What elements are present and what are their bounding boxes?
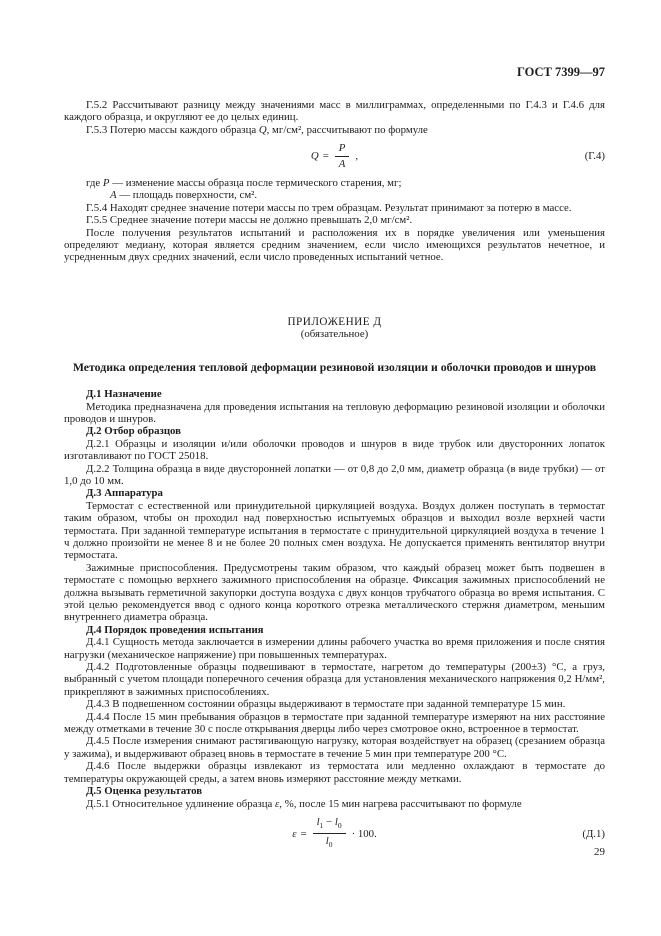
where-definition-p	[64, 177, 605, 189]
heading-d4: Д.4 Порядок проведения испытания	[86, 623, 264, 636]
heading-d1: Д.1 Назначение	[86, 388, 162, 401]
variable-a: А	[110, 189, 117, 202]
formula-g4-denominator: A	[338, 157, 346, 170]
heading-d5: Д.5 Оценка результатов	[86, 785, 203, 798]
heading-d3: Д.3 Аппаратура	[86, 487, 163, 500]
paragraph-g53-post: , мг/см², рассчитывают по формуле	[266, 123, 428, 136]
formula-g4-body	[311, 142, 358, 170]
formula-d1-denominator	[313, 834, 346, 852]
paragraph-d45: Д.4.5 После измерения снимают растягивающую нагрузку, которая воздействует на образец (срезанием образца у зажима), и выдерживают образец вновь в термостате в течение 5 мин при температуре 200 °С.	[64, 735, 605, 760]
formula-d1-body	[292, 816, 377, 852]
formula-g4-label: (Г.4)	[584, 149, 605, 162]
paragraph-d3-thermostat: Термостат с естественной или принудительной циркуляцией воздуха. Воздух должен поступать в термостат таким образом, чтобы он проходил над поверхностью испытуемых образцов и выходил возле верхней части термостата. При заданной температуре испытания в термостате с принудительной циркуляцией воздуха в течение 1 ч должно произойти не менее 8 и не более 20 полных смен воздуха. Не допускается применять вентилятор внутри термостата.	[64, 499, 605, 562]
appendix-heading: ПРИЛОЖЕНИЕ Д	[287, 315, 382, 328]
variable-q: Q	[258, 123, 267, 136]
formula-d1-sub0: 0	[337, 821, 342, 831]
formula-d1-sub1: 1	[319, 821, 324, 831]
formula-d1-den-sub: 0	[328, 840, 333, 850]
formula-d1	[64, 816, 605, 852]
doc-number: ГОСТ 7399—97	[516, 65, 605, 79]
paragraph-g54: Г.5.4 Находят среднее значение потери массы по трем образцам. Результат принимают за потерю в массе.	[86, 201, 572, 214]
formula-d1-lhs: ε	[292, 827, 297, 840]
paragraph-d42: Д.4.2 Подготовленные образцы подвешивают в термостате, нагретом до температуры (200±3) °С, а груз, выбранный с учетом площади поперечного сечения образца для установления механического напряжения 0,2 Н/мм², прикрепляют в зажимных приспособлениях.	[64, 661, 605, 698]
paragraph-d22: Д.2.2 Толщина образца в виде двусторонней лопатки — от 0,8 до 2,0 мм, диаметр образца (в виде трубки) — от 1,0 до 10 мм.	[64, 462, 605, 487]
paragraph-d51	[64, 798, 605, 810]
formula-d1-equals: =	[300, 827, 307, 840]
paragraph-d1: Методика предназначена для проведения испытания на тепловую деформацию резиновой изоляции и оболочки проводов и шнуров.	[64, 400, 605, 425]
paragraph-d46: Д.4.6 После выдержки образцы извлекают из термостата или медленно охлаждают в термостате до температуры окружающей среды, а затем вновь измеряют расстояние между метками.	[64, 760, 605, 785]
variable-p: Р	[102, 177, 110, 190]
formula-g4-lhs: Q	[310, 149, 319, 162]
appendix-subheading: (обязательное)	[300, 328, 369, 341]
formula-d1-fraction	[313, 816, 346, 852]
heading-d2: Д.2 Отбор образцов	[86, 425, 182, 438]
paragraph-d41: Д.4.1 Сущность метода заключается в измерении длины рабочего участка во время приложения и после снятия нагрузки (механическое напряжение) при повышенных температурах.	[64, 636, 605, 661]
paragraph-g55: Г.5.5 Среднее значение потери массы не должно превышать 2,0 мг/см².	[86, 214, 413, 227]
formula-g4	[64, 142, 605, 170]
paragraph-g53	[64, 124, 605, 136]
formula-d1-numerator	[313, 816, 346, 835]
paragraph-median: После получения результатов испытаний и расположения их в порядке увеличения или уменьшения определяют медиану, которая является средним значением, если число имеющихся результатов нечетное, и усредненным двух средних значений, если число проведенных испытаний четное.	[64, 226, 605, 264]
paragraph-d51-pre: Д.5.1 Относительное удлинение образца	[86, 797, 276, 810]
where-a-text: — площадь поверхности, см².	[116, 189, 258, 202]
formula-d1-mult100: · 100.	[351, 827, 377, 840]
paragraph-d21: Д.2.1 Образцы и изоляции и/или оболочки проводов и шнуров в виде трубок или двусторонних лопаток изготавливают по ГОСТ 25018.	[64, 437, 605, 463]
formula-d1-l1: l	[316, 815, 320, 828]
paragraph-d44: Д.4.4 После 15 мин пребывания образцов в термостате при заданной температуре измеряют на них расстояние между отметками в течение 30 с после открывания дверцы либо через смотровое окно, встроенное в термостат.	[64, 710, 605, 736]
variable-epsilon: ε	[275, 797, 280, 810]
where-p-text: — изменение массы образца после термического старения, мг;	[109, 177, 402, 190]
where-definition-a	[64, 189, 605, 201]
paragraph-d43: Д.4.3 В подвешенном состоянии образцы выдерживают в термостате при заданной температуре 15 мин.	[86, 698, 566, 711]
formula-d1-den-l: l	[325, 835, 329, 848]
appendix-title: Методика определения тепловой деформации резиновой изоляции и оболочки проводов и шнуров	[72, 359, 597, 374]
formula-d1-l0: l	[334, 815, 338, 828]
paragraph-d51-post: , %, после 15 мин нагрева рассчитывают по формуле	[279, 797, 522, 810]
formula-g4-numerator: P	[335, 142, 350, 156]
paragraph-d3-clamps: Зажимные приспособления. Предусмотрены таким образом, что каждый образец может быть подвешен в термостате с помощью верхнего зажимного приспособления на образце. Фиксация зажимных приспособлений не должна вызывать герметичной закупорки доступа воздуха с двух концов трубчатого образца во время испытания. С этой целью рекомендуется ввод с одного конца короткого отрезка металлического стержня диаметром, меньшим внутреннего диаметра образца.	[64, 561, 605, 624]
formula-d1-minus: −	[323, 815, 335, 828]
page-content	[64, 99, 605, 852]
page-number: 29	[594, 846, 605, 858]
section-gap	[64, 264, 605, 316]
paragraph-g52: Г.5.2 Рассчитывают разницу между значениями масс в миллиграммах, определенными по Г.4.3 и Г.4.6 для каждого образца, и округляют ее до целых единиц.	[64, 99, 605, 124]
formula-g4-comma: ,	[355, 149, 359, 162]
formula-d1-label: (Д.1)	[582, 827, 605, 840]
formula-g4-equals: =	[322, 149, 329, 162]
formula-g4-fraction	[335, 142, 350, 170]
where-word: где	[86, 177, 103, 190]
paragraph-g53-pre: Г.5.3 Потерю массы каждого образца	[86, 123, 259, 136]
